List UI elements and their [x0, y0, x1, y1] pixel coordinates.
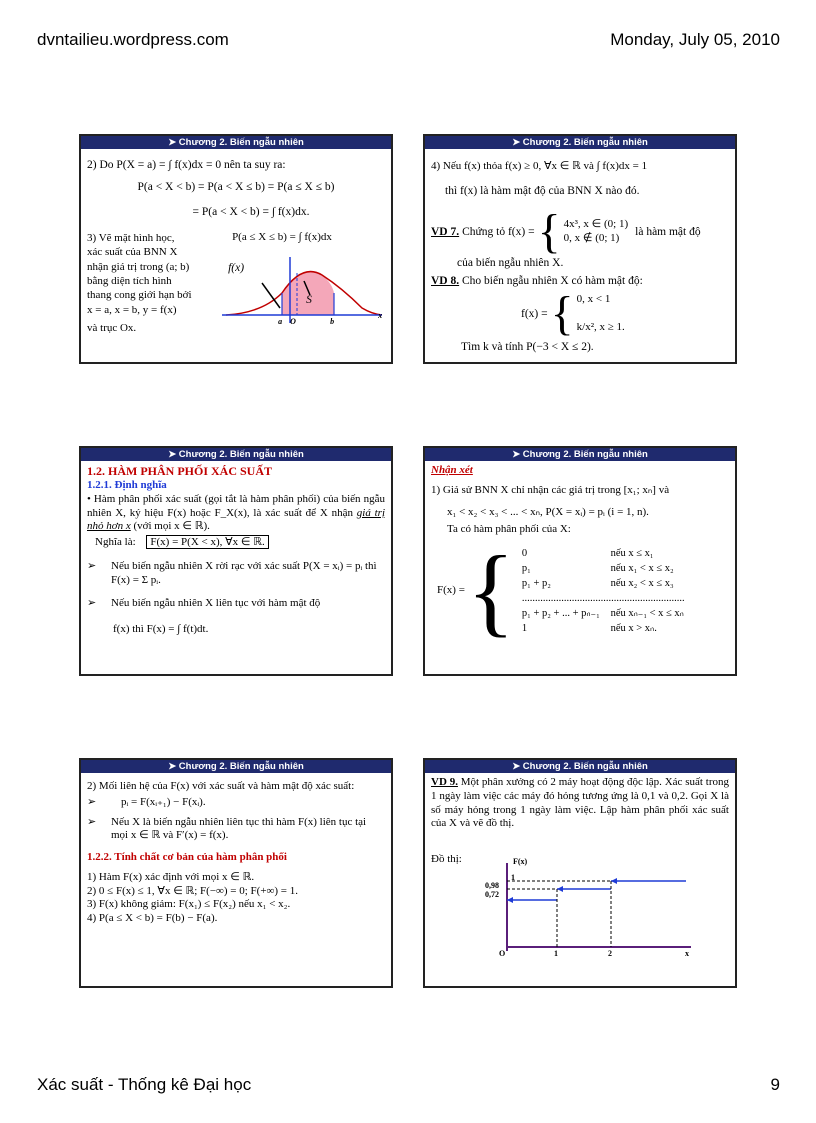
s5-bullet-1: pᵢ = F(xᵢ₊₁) − F(xᵢ). — [121, 795, 206, 808]
s3-meaning-box: F(x) = P(X < x), ∀x ∈ ℝ. — [146, 535, 268, 549]
cdf-origin: O — [499, 948, 506, 958]
slide-1 — [79, 134, 393, 364]
vd8-case-2: k/x², x ≥ 1. — [576, 320, 625, 333]
piecewise-row — [517, 606, 690, 621]
s4-title: Nhận xét — [431, 464, 473, 476]
cdf-y-072: 0,72 — [485, 889, 499, 899]
piecewise-condition: nếu x ≤ x₁ — [610, 547, 654, 559]
arrow-bullet-icon: ➢ — [87, 597, 97, 610]
s1-axis-a: a — [278, 317, 283, 327]
s1-text-d: bằng diện tích hình — [87, 275, 172, 288]
s4-line-2: x₁ < x₂ < x₃ < ... < xₙ, P(X = xᵢ) = pᵢ (i = 1, n). — [447, 505, 649, 518]
s1-line-3: = P(a < X < b) = ∫ f(x)dx. — [192, 205, 310, 218]
slide-2: ➤ Chương 2. Biến ngẫu nhiên 4) Nếu f(x) thỏa f(x) ≥ 0, ∀x ∈ ℝ và ∫ f(x)dx = 1 thì f(x) là hàm mật độ của BNN X nào đó. VD 7. Chứng tỏ f(x) = { 4x³, x ∈ (0; 1) 0, x ∉ (0; 1) là hàm mật độ của biến ngẫu nhiên X. VD 8. Cho biến ngẫu nhiên X có hàm mật độ: f(x) = { 0, x < 1 k/x², x ≥ 1. Tìm k và tính P(−3 < X ≤ 2). — [423, 134, 737, 364]
footer-title: Xác suất - Thống kê Đại học — [37, 1075, 252, 1094]
s6-graph-label: Đồ thị: — [431, 853, 462, 865]
piecewise-table — [517, 546, 690, 637]
s3-definition-em: giá trị nhỏ hơn x — [87, 506, 385, 533]
piecewise-value: .............................................................. — [521, 593, 685, 604]
s1-formula: P(a ≤ X ≤ b) = ∫ f(x)dx — [232, 231, 332, 244]
vd9-label: VD 9. — [431, 776, 458, 788]
s1-line-1: 2) Do P(X = a) = ∫ f(x)dx = 0 nên ta suy ra: — [87, 159, 286, 171]
cdf-fx-label: F(x) — [513, 856, 528, 866]
slide-4: ➤ Chương 2. Biến ngẫu nhiên Nhận xét 1) Giả sử BNN X chỉ nhận các giá trị trong [x₁; xₙ] và x₁ < x₂ < x₃ < ... < xₙ, P(X = xᵢ) = pᵢ (i = 1, n). Ta có hàm phân phối của X: F(x) = { 0 nếu x ≤ x₁ p₁ nếu x₁ < x ≤ x₂ p₁ + p₂ nếu x₂ < x ≤ x₃ .............................................................. p₁ + p₂ + ... + pₙ₋₁ nếu xₙ₋₁ < x ≤ xₙ 1 nếu x > xₙ. — [423, 446, 737, 676]
s5-subsection: 1.2.2. Tính chất cơ bản của hàm phân phối — [87, 851, 287, 863]
vd8-label: VD 8. — [431, 274, 460, 287]
vd9-text: Một phân xưởng có 2 máy hoạt động độc lập. Xác suất trong 1 ngày làm việc các máy đó hỏng tương ứng là 0,1 và 0,2. Gọi X là số máy hỏng trong 1 ngày làm việc. Lập hàm phân phối xác suất của X và vẽ đồ thị. — [431, 776, 729, 830]
header-site: dvntailieu.wordpress.com — [37, 30, 229, 49]
vd7-case-2: 0, x ∉ (0; 1) — [563, 232, 620, 245]
s4-line-3: Ta có hàm phân phối của X: — [447, 523, 571, 536]
s3-section-title: 1.2. HÀM PHÂN PHỐI XÁC SUẤT — [87, 464, 272, 478]
piecewise-value: p₁ + p₂ — [521, 577, 551, 589]
piecewise-row — [517, 621, 690, 636]
arrow-bullet-icon: ➢ — [87, 559, 97, 572]
piecewise-condition: nếu x₂ < x ≤ x₃ — [610, 577, 674, 589]
s1-text-a: 3) Vẽ mặt hình học, — [87, 232, 175, 245]
s5-line-1: 2) Mối liên hệ của F(x) với xác suất và hàm mật độ xác suất: — [87, 780, 355, 792]
piecewise-condition: nếu xₙ₋₁ < x ≤ xₙ — [610, 608, 684, 620]
vd7-text-3: của biến ngẫu nhiên X. — [457, 257, 564, 270]
s1-s-label: S — [306, 294, 312, 307]
s3-bullet-2b: f(x) thì F(x) = ∫ f(t)dt. — [113, 623, 209, 635]
s1-text-c: nhận giá trị trong (a; b) — [87, 260, 190, 273]
cdf-x-2: 2 — [608, 948, 612, 958]
s5-bullet-2: Nếu X là biến ngẫu nhiên liên tục thì hàm F(x) liên tục tại mọi x ∈ ℝ và F′(x) = f(x). — [111, 815, 367, 842]
piecewise-condition: nếu x > xₙ. — [610, 623, 657, 635]
s3-meaning: Nghĩa là: — [95, 536, 136, 548]
vd7-label: VD 7. — [431, 225, 460, 238]
footer-page: 9 — [770, 1075, 780, 1094]
arrow-bullet-icon: ➢ — [87, 795, 97, 808]
s3-subsection: 1.2.1. Định nghĩa — [87, 479, 167, 491]
piecewise-condition: nếu x₁ < x ≤ x₂ — [610, 562, 674, 574]
slide-title: ➤ Chương 2. Biến ngẫu nhiên — [425, 760, 735, 773]
s4-line-1: 1) Giả sử BNN X chỉ nhận các giá trị trong [x₁; xₙ] và — [431, 483, 670, 496]
s3-definition: • Hàm phân phối xác suất (gọi tắt là hàm phân phối) của biến ngẫu nhiên X, ký hiệu F(x) hoặc F_X(x), là xác suất để X nhận — [87, 492, 385, 519]
piecewise-row — [517, 546, 690, 561]
s2-line-2: thì f(x) là hàm mật độ của BNN X nào đó. — [445, 184, 640, 197]
normal-curve-figure — [222, 253, 384, 333]
vd7-text-1: Chứng tỏ f(x) = — [462, 225, 535, 238]
s1-text-e: thang cong giới hạn bởi — [87, 289, 192, 302]
slide-title: ➤ Chương 2. Biến ngẫu nhiên — [425, 136, 735, 149]
vd8-question: Tìm k và tính P(−3 < X ≤ 2). — [461, 340, 594, 353]
vd8-case-1: 0, x < 1 — [576, 293, 611, 306]
slide-3 — [79, 446, 393, 676]
slide-6 — [423, 758, 737, 988]
slide-title: ➤ Chương 2. Biến ngẫu nhiên — [81, 136, 391, 149]
cdf-x-label: x — [685, 948, 689, 958]
header-date: Monday, July 05, 2010 — [610, 30, 780, 49]
s3-bullet-2: Nếu biến ngẫu nhiên X liên tục với hàm mật độ — [111, 597, 321, 610]
vd7-text-2: là hàm mật độ — [635, 225, 701, 238]
cdf-step-graph — [481, 856, 711, 959]
piecewise-row — [517, 591, 690, 606]
s3-definition-end: (với mọi x ∈ ℝ). — [133, 520, 210, 533]
s3-bullet-1: Nếu biến ngẫu nhiên X rời rạc với xác suất P(X = xᵢ) = pᵢ thì F(x) = Σ pᵢ. — [111, 559, 377, 586]
s5-prop-3: 3) F(x) không giảm: F(x₁) ≤ F(x₂) nếu x₁ < x₂. — [87, 898, 291, 911]
s5-prop-4: 4) P(a ≤ X < b) = F(b) − F(a). — [87, 912, 218, 924]
s4-Fx: F(x) = — [437, 584, 465, 597]
s5-prop-2: 2) 0 ≤ F(x) ≤ 1, ∀x ∈ ℝ; F(−∞) = 0; F(+∞) = 1. — [87, 884, 298, 897]
slide-title: ➤ Chương 2. Biến ngẫu nhiên — [81, 760, 391, 773]
cdf-x-1: 1 — [554, 948, 558, 958]
vd7-case-1: 4x³, x ∈ (0; 1) — [563, 218, 629, 231]
slide-title: ➤ Chương 2. Biến ngẫu nhiên — [81, 448, 391, 461]
vd8-text: Cho biến ngẫu nhiên X có hàm mật độ: — [462, 274, 643, 287]
s1-axis-x: x — [378, 311, 383, 321]
s1-fx-label: f(x) — [228, 262, 245, 275]
cdf-y-1: 1 — [511, 872, 515, 882]
s2-line-1: 4) Nếu f(x) thỏa f(x) ≥ 0, ∀x ∈ ℝ và ∫ f(x)dx = 1 — [431, 160, 648, 172]
piecewise-value: 1 — [521, 623, 528, 635]
arrow-bullet-icon: ➢ — [87, 815, 97, 828]
vd8-fx: f(x) = — [521, 307, 548, 320]
s1-text-f: x = a, x = b, y = f(x) — [87, 303, 177, 316]
s1-text-g: và trục Ox. — [87, 321, 137, 334]
s1-axis-o: O — [290, 317, 296, 327]
piecewise-row — [517, 561, 690, 576]
piecewise-value: p₁ + p₂ + ... + pₙ₋₁ — [521, 608, 600, 620]
s1-line-2: P(a < X < b) = P(a < X ≤ b) = P(a ≤ X ≤ b) — [137, 181, 335, 194]
cdf-y-098: 0,98 — [485, 880, 499, 890]
slide-5 — [79, 758, 393, 988]
piecewise-value: p₁ — [521, 562, 531, 574]
slide-title: ➤ Chương 2. Biến ngẫu nhiên — [425, 448, 735, 461]
piecewise-row — [517, 576, 690, 591]
piecewise-value: 0 — [521, 547, 528, 559]
s1-axis-b: b — [330, 317, 335, 327]
s1-text-b: xác suất của BNN X — [87, 246, 178, 259]
s5-prop-1: 1) Hàm F(x) xác định với mọi x ∈ ℝ. — [87, 870, 255, 883]
